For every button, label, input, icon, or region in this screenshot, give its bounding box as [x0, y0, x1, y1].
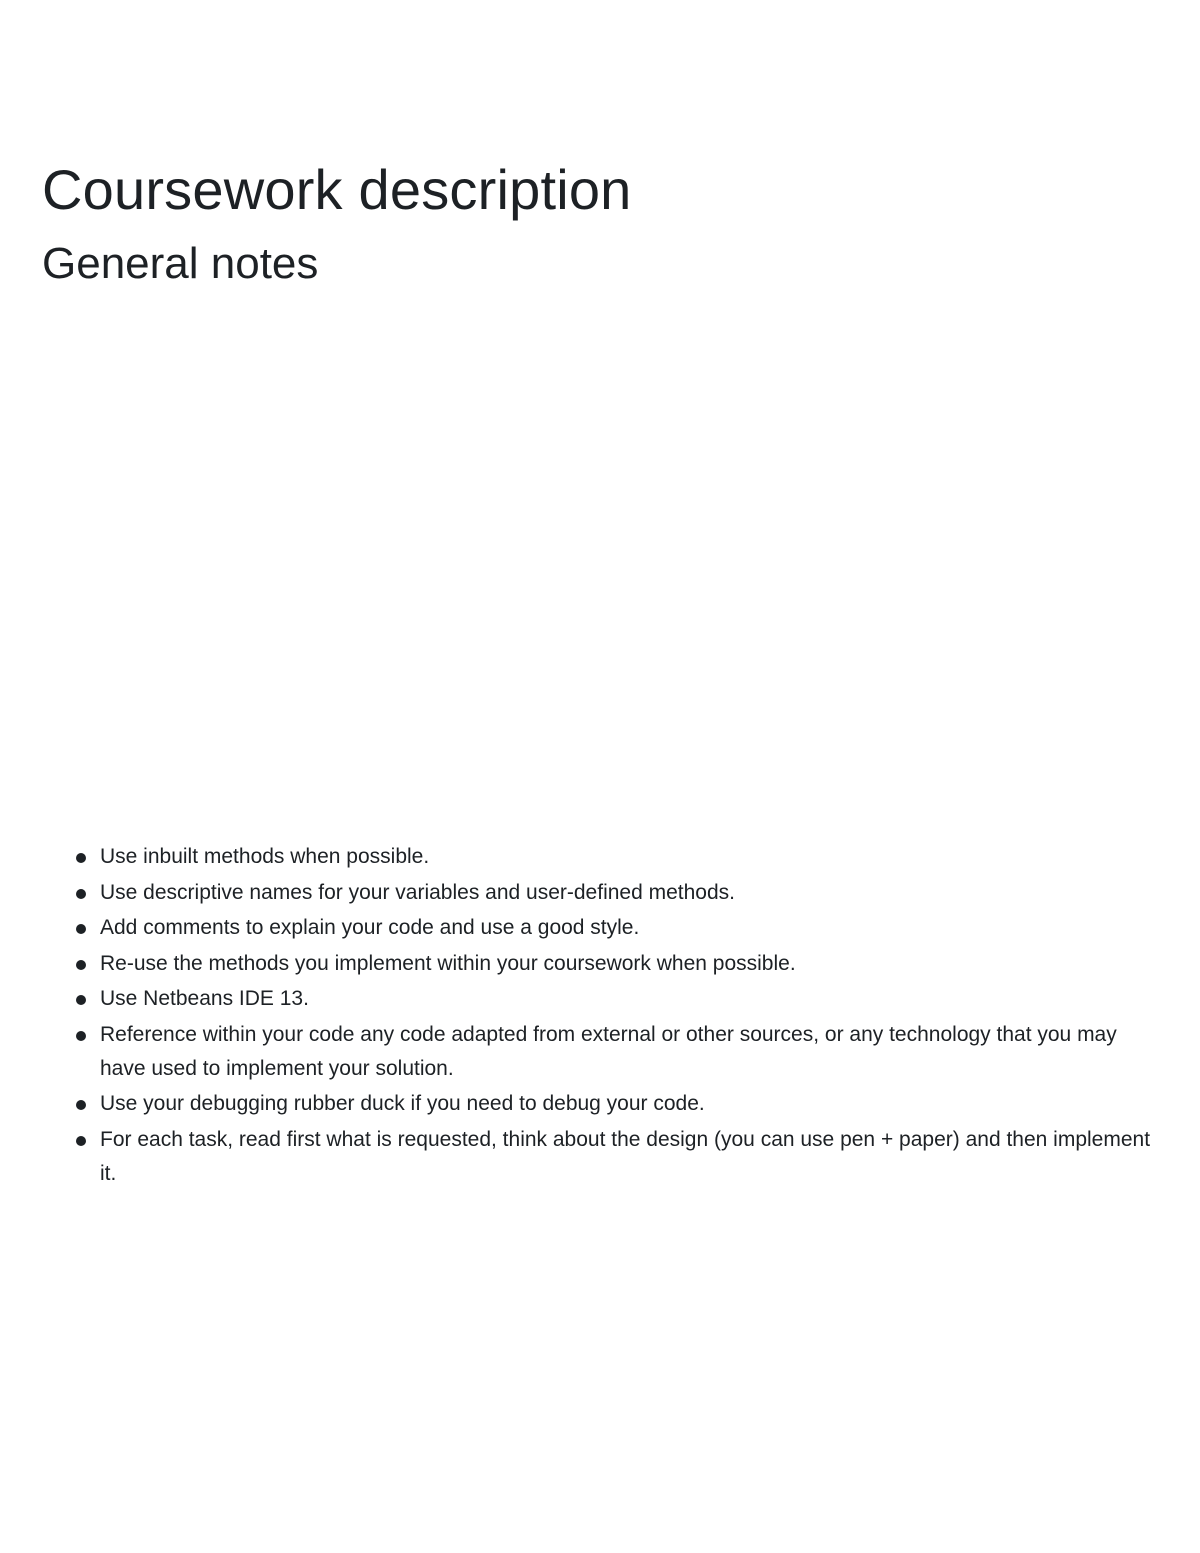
bullet-icon: [76, 960, 86, 970]
bullet-icon: [76, 995, 86, 1005]
list-item: [74, 1087, 1154, 1121]
list-item-text: Use Netbeans IDE 13.: [100, 987, 309, 1010]
bullet-icon: [76, 889, 86, 899]
list-item: [74, 911, 1154, 945]
bullet-icon: [76, 1100, 86, 1110]
list-item: [74, 1123, 1154, 1191]
list-item: [74, 947, 1154, 981]
list-item-text: Add comments to explain your code and use a good style.: [100, 916, 640, 939]
list-item-text: Use descriptive names for your variables and user-defined methods.: [100, 880, 735, 904]
list-item: [74, 840, 1154, 874]
list-item: [74, 876, 1154, 910]
list-item-text: Reference within your code any code adapted from external or other sources, or any technology that you may have used to implement your solution.: [100, 1022, 1117, 1080]
list-item: [74, 982, 1154, 1016]
bullet-icon: [76, 853, 86, 863]
bullet-icon: [76, 1031, 86, 1041]
list-item-text: For each task, read first what is requested, think about the design (you can use pen + paper) and then implement it.: [100, 1127, 1151, 1185]
bullet-icon: [76, 1136, 86, 1146]
bullet-icon: [76, 924, 86, 934]
section-heading: General notes: [42, 239, 319, 288]
list-item-text: Re-use the methods you implement within your coursework when possible.: [100, 951, 796, 975]
general-notes-list: [74, 840, 1154, 1192]
page-title: Coursework description: [42, 158, 632, 221]
list-item-text: Use your debugging rubber duck if you need to debug your code.: [100, 1092, 705, 1115]
list-item-text: Use inbuilt methods when possible.: [100, 845, 430, 868]
list-item: [74, 1018, 1154, 1086]
